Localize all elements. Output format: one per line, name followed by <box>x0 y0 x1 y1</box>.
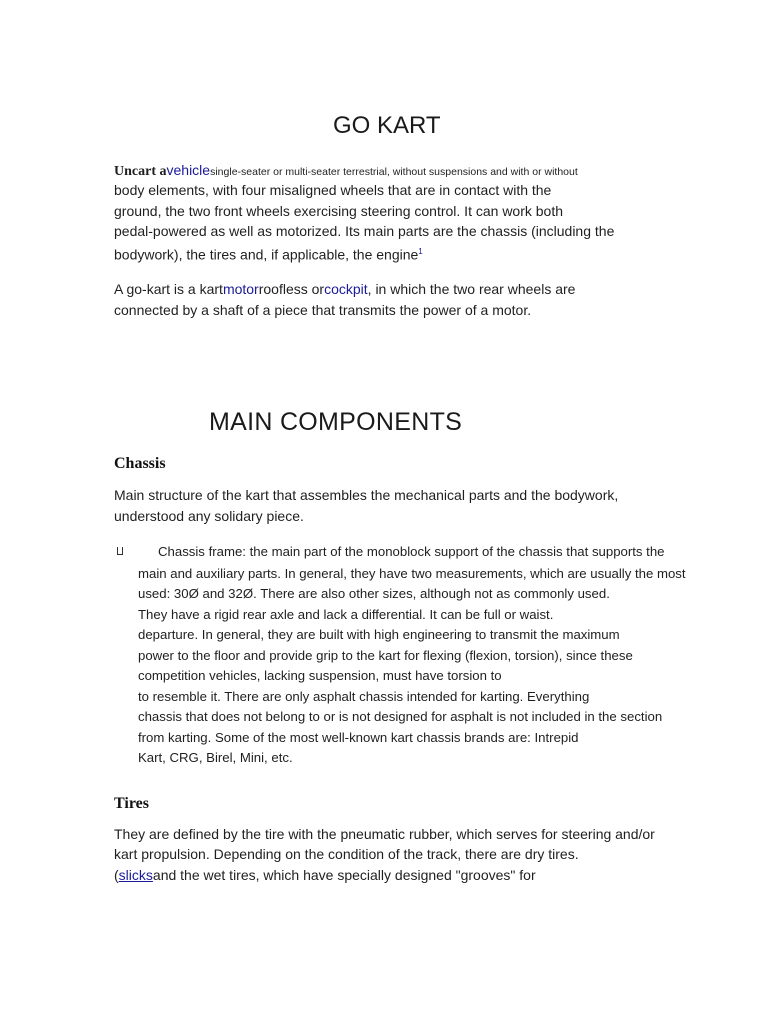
gokart-text-a: A go-kart is a kart <box>114 281 223 297</box>
bullet-line: competition vehicles, lacking suspension, must have torsion to <box>138 668 502 683</box>
bullet-line: to resemble it. There are only asphalt chassis intended for karting. Everything <box>138 689 590 704</box>
main-components-heading: MAIN COMPONENTS <box>209 408 463 436</box>
vehicle-link[interactable]: vehicle <box>166 162 211 178</box>
chassis-line-1: Main structure of the kart that assembles the mechanical parts and the bodywork, <box>114 487 619 503</box>
intro-line-3: ground, the two front wheels exercising steering control. It can work both <box>114 203 564 219</box>
paren-open: ( <box>114 867 119 883</box>
tires-line-2: kart propulsion. Depending on the condition of the track, there are dry tires. <box>114 846 579 862</box>
motor-link[interactable]: motor <box>222 281 259 297</box>
intro-line-5-text: bodywork), the tires and, if applicable, the engine <box>114 246 419 263</box>
tires-line-3-rest: and the wet tires, which have specially designed "grooves" for <box>152 867 536 883</box>
bullet-icon <box>117 547 123 555</box>
gokart-line-1 <box>114 281 575 298</box>
intro-small-text: single-seater or multi-seater terrestrial, without suspensions and with or without <box>210 166 578 178</box>
gokart-line-2: connected by a shaft of a piece that transmits the power of a motor. <box>114 302 532 318</box>
chassis-heading: Chassis <box>114 455 166 472</box>
intro-bold-lead: Uncart a <box>114 164 167 179</box>
tires-line-3 <box>114 867 536 884</box>
bullet-line: chassis that does not belong to or is not designed for asphalt is not included in the section <box>138 709 663 724</box>
intro-line-1 <box>114 162 578 181</box>
gokart-text-c: , in which the two rear wheels are <box>367 281 576 297</box>
tires-line-1: They are defined by the tire with the pneumatic rubber, which serves for steering and/or <box>114 826 655 842</box>
gokart-text-b: roofless or <box>258 281 325 297</box>
tires-heading: Tires <box>114 795 149 812</box>
intro-line-5 <box>114 243 423 264</box>
bullet-line: Kart, CRG, Birel, Mini, etc. <box>138 750 293 765</box>
footnote-marker[interactable]: 1 <box>418 247 423 256</box>
bullet-line: used: 30Ø and 32Ø. There are also other sizes, although not as commonly used. <box>138 586 610 601</box>
bullet-line: departure. In general, they are built with high engineering to transmit the maximum <box>138 627 620 642</box>
bullet-line: Chassis frame: the main part of the monoblock support of the chassis that supports the <box>158 544 665 559</box>
chassis-line-2: understood any solidary piece. <box>114 508 304 524</box>
bullet-line: main and auxiliary parts. In general, they have two measurements, which are usually the most <box>138 566 686 581</box>
bullet-line: power to the floor and provide grip to the kart for flexing (flexion, torsion), since these <box>138 648 633 663</box>
slicks-link[interactable]: slicks <box>118 867 153 883</box>
intro-line-4: pedal-powered as well as motorized. Its main parts are the chassis (including the <box>114 223 615 239</box>
bullet-line: from karting. Some of the most well-known kart chassis brands are: Intrepid <box>138 730 579 745</box>
cockpit-link[interactable]: cockpit <box>324 281 368 297</box>
intro-line-2: body elements, with four misaligned wheels that are in contact with the <box>114 182 552 198</box>
bullet-line: They have a rigid rear axle and lack a differential. It can be full or waist. <box>138 607 554 622</box>
page-title: GO KART <box>333 112 441 139</box>
